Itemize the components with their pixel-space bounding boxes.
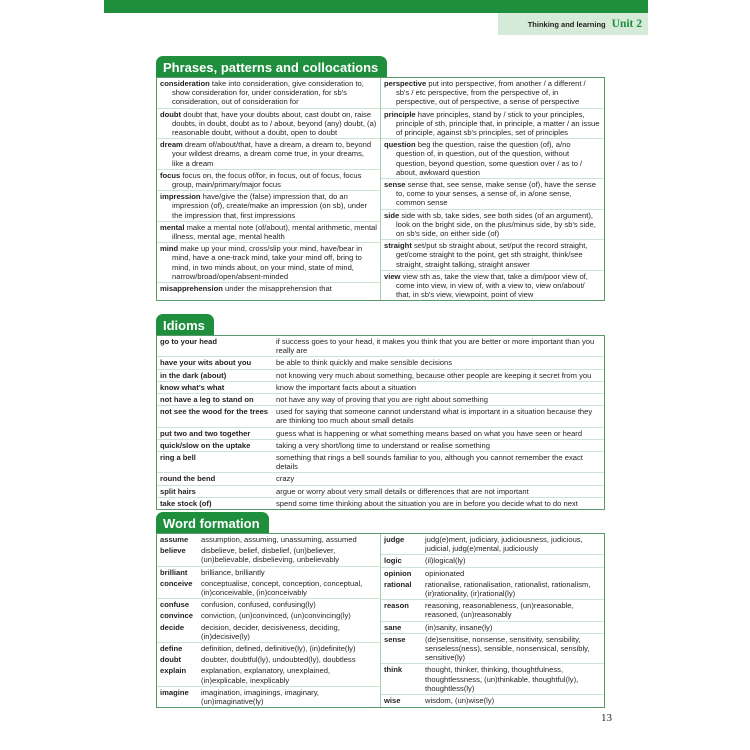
root-word: believe — [160, 546, 186, 556]
word-formation-row — [381, 579, 604, 600]
derived-forms: imagination, imaginings, imaginary, (un)imaginative(ly) — [201, 687, 320, 707]
word-formation-row — [157, 578, 380, 599]
idiom-phrase: put two and two together — [160, 428, 251, 438]
idiom-phrase: split hairs — [160, 486, 196, 496]
collocations: beg the question, raise the question (of), a/no question of, in question, out of the question, without question, beyond question, some question over / as to / about, awkward question — [396, 140, 583, 177]
idioms-section — [156, 314, 605, 510]
word-formation-box — [156, 533, 605, 708]
idiom-row — [157, 440, 604, 452]
root-word: conceive — [160, 578, 193, 588]
phrase-entry-text — [160, 244, 377, 281]
word-formation-row — [381, 600, 604, 621]
root-word: convince — [160, 611, 193, 621]
phrases-right-column — [380, 78, 604, 300]
word-formation-row — [157, 610, 380, 621]
word-formation-heading: Word formation — [156, 512, 269, 533]
phrases-section — [156, 56, 605, 301]
unit-topic: Thinking and learning — [527, 19, 606, 29]
collocations: sense that, see sense, make sense (of), have the sense to, come to your senses, a sense of, in a/one sense, common sense — [396, 180, 596, 208]
headword: misapprehension — [160, 284, 223, 294]
phrase-entry — [381, 78, 604, 109]
word-formation-row — [157, 599, 380, 610]
phrase-entry — [381, 139, 604, 179]
headword: sense — [384, 180, 406, 190]
headword: consideration — [160, 79, 210, 88]
idiom-phrase: have your wits about you — [160, 358, 252, 368]
word-formation-row — [381, 622, 604, 634]
root-word: rational — [384, 579, 412, 589]
idiom-definition: spend some time thinking about the situation you are in before you decide what to do next — [276, 498, 578, 508]
root-word: think — [384, 665, 403, 675]
root-word: judge — [384, 535, 405, 544]
phrase-entry — [157, 283, 380, 294]
derived-forms: judg(e)ment, judiciary, judiciousness, judicious, judicial, judg(e)mental, judiciously — [425, 535, 583, 554]
derived-forms: definition, defined, definitive(ly), (in)definite(ly) — [201, 644, 356, 654]
collocations: view sth as, take the view that, take a dim/poor view of, come into view, in view of, with a view to, view on/about/ that, in sb's view, viewpoint, point of view — [396, 271, 588, 300]
idiom-definition: something that rings a bell sounds familiar to you, although you cannot remember the exact details — [276, 453, 583, 472]
word-formation-right-column — [380, 534, 604, 707]
phrase-entry — [381, 179, 604, 210]
root-word: assume — [160, 535, 189, 544]
idiom-phrase: ring a bell — [160, 453, 196, 463]
idiom-row — [157, 498, 604, 509]
root-word: explain — [160, 666, 187, 676]
idiom-definition: be able to think quickly and make sensible decisions — [276, 358, 453, 368]
idiom-row — [157, 428, 604, 440]
phrase-entry-text — [160, 284, 377, 293]
headword: side — [384, 210, 400, 220]
phrases-heading: Phrases, patterns and collocations — [156, 56, 387, 77]
page-number: 13 — [601, 712, 612, 724]
phrase-entry-text — [160, 223, 377, 241]
headword: principle — [384, 109, 416, 119]
idiom-row — [157, 370, 604, 382]
derived-forms: (de)sensitise, nonsense, sensitivity, sensibility, senseless(ness), sensible, nonsensical, sensibly, sensitive(ly) — [425, 634, 590, 663]
word-formation-row — [381, 695, 604, 706]
idiom-definition: guess what is happening or what something means based on what you have seen or heard — [276, 428, 583, 438]
derived-forms: decision, decider, decisiveness, deciding, (in)decisive(ly) — [201, 622, 340, 641]
headword: focus — [160, 170, 181, 180]
idiom-phrase: not have a leg to stand on — [160, 395, 254, 405]
phrase-entry-text — [384, 79, 601, 107]
headword: view — [384, 271, 401, 281]
headword: question — [384, 140, 416, 150]
phrase-entry-text — [384, 140, 601, 177]
root-word: decide — [160, 622, 185, 632]
phrase-entry-text — [160, 140, 377, 168]
word-formation-row — [157, 545, 380, 566]
collocations: focus on, the focus of/for, in focus, out of focus, focus group, main/primary/major focus — [172, 170, 362, 190]
word-formation-row — [381, 568, 604, 579]
headword: doubt — [160, 109, 182, 119]
derived-forms: conceptualise, concept, conception, conceptual, (in)conceivable, (in)conceivably — [201, 578, 363, 598]
root-word: sense — [384, 634, 406, 644]
collocations: make up your mind, cross/slip your mind, have/bear in mind, have a one-track mind, take your mind off, bring to mind, in two minds about, on your mind, state of mind, narrow/broad/open/absent-minded — [172, 244, 363, 281]
headword: straight — [384, 241, 412, 251]
derived-forms: (il)logical(ly) — [425, 556, 466, 566]
derived-forms: reasoning, reasonableness, (un)reasonable, reasoned, (un)reasonably — [425, 601, 574, 620]
collocations: dream of/about/that, have a dream, a dream to, beyond your wildest dreams, a dream come true, in your dreams, like a dream — [172, 140, 372, 168]
collocations: make a mental note (of/about), mental arithmetic, mental illness, mental age, mental health — [172, 222, 377, 242]
word-formation-row — [157, 643, 380, 654]
root-word: doubt — [160, 655, 182, 665]
derived-forms: thought, thinker, thinking, thoughtfulness, thoughtlessness, (un)thinkable, thoughtful(ly), thoughtless(ly) — [425, 665, 579, 693]
headword: mental — [160, 222, 185, 232]
idiom-definition: not have any way of proving that you are right about something — [276, 395, 488, 405]
idiom-row — [157, 382, 604, 394]
headword: mind — [160, 244, 179, 254]
idiom-phrase: quick/slow on the uptake — [160, 440, 251, 450]
derived-forms: explanation, explanatory, unexplained, (in)explicable, inexplicably — [201, 666, 331, 685]
derived-forms: wisdom, (un)wise(ly) — [425, 696, 495, 706]
phrase-entry-text — [384, 180, 601, 208]
root-word: define — [160, 644, 183, 654]
root-word: reason — [384, 601, 409, 611]
idiom-row — [157, 452, 604, 473]
idiom-phrase: round the bend — [160, 474, 216, 484]
root-word: sane — [384, 622, 402, 632]
phrase-entry — [157, 191, 380, 222]
headword: perspective — [384, 79, 427, 88]
word-formation-left-column — [157, 534, 380, 707]
idiom-row — [157, 406, 604, 427]
idiom-row — [157, 473, 604, 485]
idiom-definition: not knowing very much about something, because other people are keeping it secret from you — [276, 370, 592, 380]
collocations: put into perspective, from another / a different / sb's / etc perspective, from the perspective of, in perspective, out of perspective, a sense of perspective — [396, 79, 586, 107]
word-formation-row — [157, 534, 380, 545]
idiom-definition: crazy — [276, 474, 295, 484]
unit-number: Unit 2 — [611, 18, 642, 30]
collocations: under the misapprehension that — [225, 284, 332, 294]
derived-forms: confusion, confused, confusing(ly) — [201, 600, 316, 610]
phrase-entry — [381, 109, 604, 140]
phrase-entry-text — [384, 110, 601, 138]
word-formation-row — [157, 567, 380, 578]
idiom-phrase: in the dark (about) — [160, 370, 227, 380]
phrases-left-column — [157, 78, 380, 300]
phrase-entry-text — [160, 110, 377, 138]
idioms-box — [156, 335, 605, 510]
word-formation-row — [157, 654, 380, 665]
phrase-entry-text — [384, 272, 601, 300]
word-formation-row — [381, 555, 604, 567]
derived-forms: brilliance, brilliantly — [201, 567, 265, 577]
phrase-entry-text — [384, 211, 601, 239]
phrase-entry — [157, 222, 380, 243]
idiom-row — [157, 357, 604, 369]
idioms-heading: Idioms — [156, 314, 214, 335]
root-word: opinion — [384, 568, 412, 578]
root-word: confuse — [160, 600, 190, 610]
word-formation-row — [157, 687, 380, 707]
derived-forms: doubter, doubtful(ly), undoubted(ly), doubtless — [201, 655, 356, 665]
derived-forms: rationalise, rationalisation, rationalist, rationalism, (ir)rationality, (ir)rational(ly) — [425, 579, 591, 599]
phrase-entry — [157, 139, 380, 170]
idiom-phrase: not see the wood for the trees — [160, 407, 269, 417]
idiom-definition: taking a very short/long time to understand or realise something — [276, 440, 491, 450]
idiom-row — [157, 336, 604, 357]
word-formation-section — [156, 512, 605, 708]
idiom-definition: know the important facts about a situation — [276, 382, 417, 392]
phrase-entry — [157, 78, 380, 109]
idiom-definition: argue or worry about very small details or differences that are not important — [276, 486, 529, 496]
idiom-row — [157, 394, 604, 406]
collocations: take into consideration, give consideration to, show consideration for, under consideration, for sb's consideration, out of consideration for — [172, 79, 364, 107]
phrase-entry-text — [160, 79, 377, 107]
phrase-entry — [381, 240, 604, 271]
word-formation-row — [381, 534, 604, 555]
phrase-entry-text — [384, 241, 601, 269]
word-formation-row — [381, 664, 604, 695]
idiom-row — [157, 486, 604, 498]
idiom-phrase: know what's what — [160, 382, 225, 392]
derived-forms: disbelieve, belief, disbelief, (un)believer, (un)believable, disbelieving, unbelievably — [201, 546, 340, 565]
idiom-phrase: take stock (of) — [160, 498, 212, 508]
root-word: imagine — [160, 687, 189, 697]
root-word: logic — [384, 556, 402, 566]
phrase-entry — [381, 210, 604, 241]
idiom-definition: if success goes to your head, it makes you think that you are better or more important than you really are — [276, 337, 595, 356]
collocations: side with sb, take sides, see both sides (of an argument), look on the bright side, on the plus/minus side, by sb's side, on sb's side, on either side (of) — [396, 210, 596, 239]
root-word: brilliant — [160, 567, 188, 577]
phrase-entry-text — [160, 171, 377, 189]
header-color-bar — [104, 0, 648, 13]
collocations: have/give the (false) impression that, do an impression (of), create/make an impression (on sb), under the impression that, first impressions — [172, 192, 367, 220]
phrases-box — [156, 77, 605, 301]
collocations: have principles, stand by / stick to your principles, principle of sth, principle that, in principle, a matter / an issue of principle, against sb's principles, set of principles — [396, 109, 600, 138]
phrase-entry — [157, 109, 380, 140]
phrase-entry — [157, 243, 380, 283]
collocations: set/put sb straight about, set/put the record straight, get/come straight to the point, get sth straight, think/see straight, straight talking, straight answer — [396, 241, 588, 269]
derived-forms: opinionated — [425, 568, 465, 578]
idiom-phrase: go to your head — [160, 337, 217, 346]
root-word: wise — [384, 696, 401, 706]
phrase-entry-text — [160, 192, 377, 220]
headword: impression — [160, 192, 201, 202]
idiom-definition: used for saying that someone cannot understand what is important in a situation because they are thinking too much about small details — [276, 407, 593, 426]
word-formation-row — [157, 622, 380, 643]
derived-forms: assumption, assuming, unassuming, assumed — [201, 535, 357, 544]
unit-label — [498, 13, 648, 35]
derived-forms: (in)sanity, insane(ly) — [425, 622, 493, 632]
derived-forms: conviction, (un)convinced, (un)convincing(ly) — [201, 611, 351, 621]
collocations: doubt that, have your doubts about, cast doubt on, raise doubts, in doubt, doubt as to / about, beyond (any) doubt, (a) reasonable doubt, without a doubt, open to doubt — [172, 109, 377, 138]
headword: dream — [160, 140, 183, 150]
phrase-entry — [157, 170, 380, 191]
phrase-entry — [381, 271, 604, 301]
word-formation-row — [381, 634, 604, 665]
word-formation-row — [157, 665, 380, 686]
